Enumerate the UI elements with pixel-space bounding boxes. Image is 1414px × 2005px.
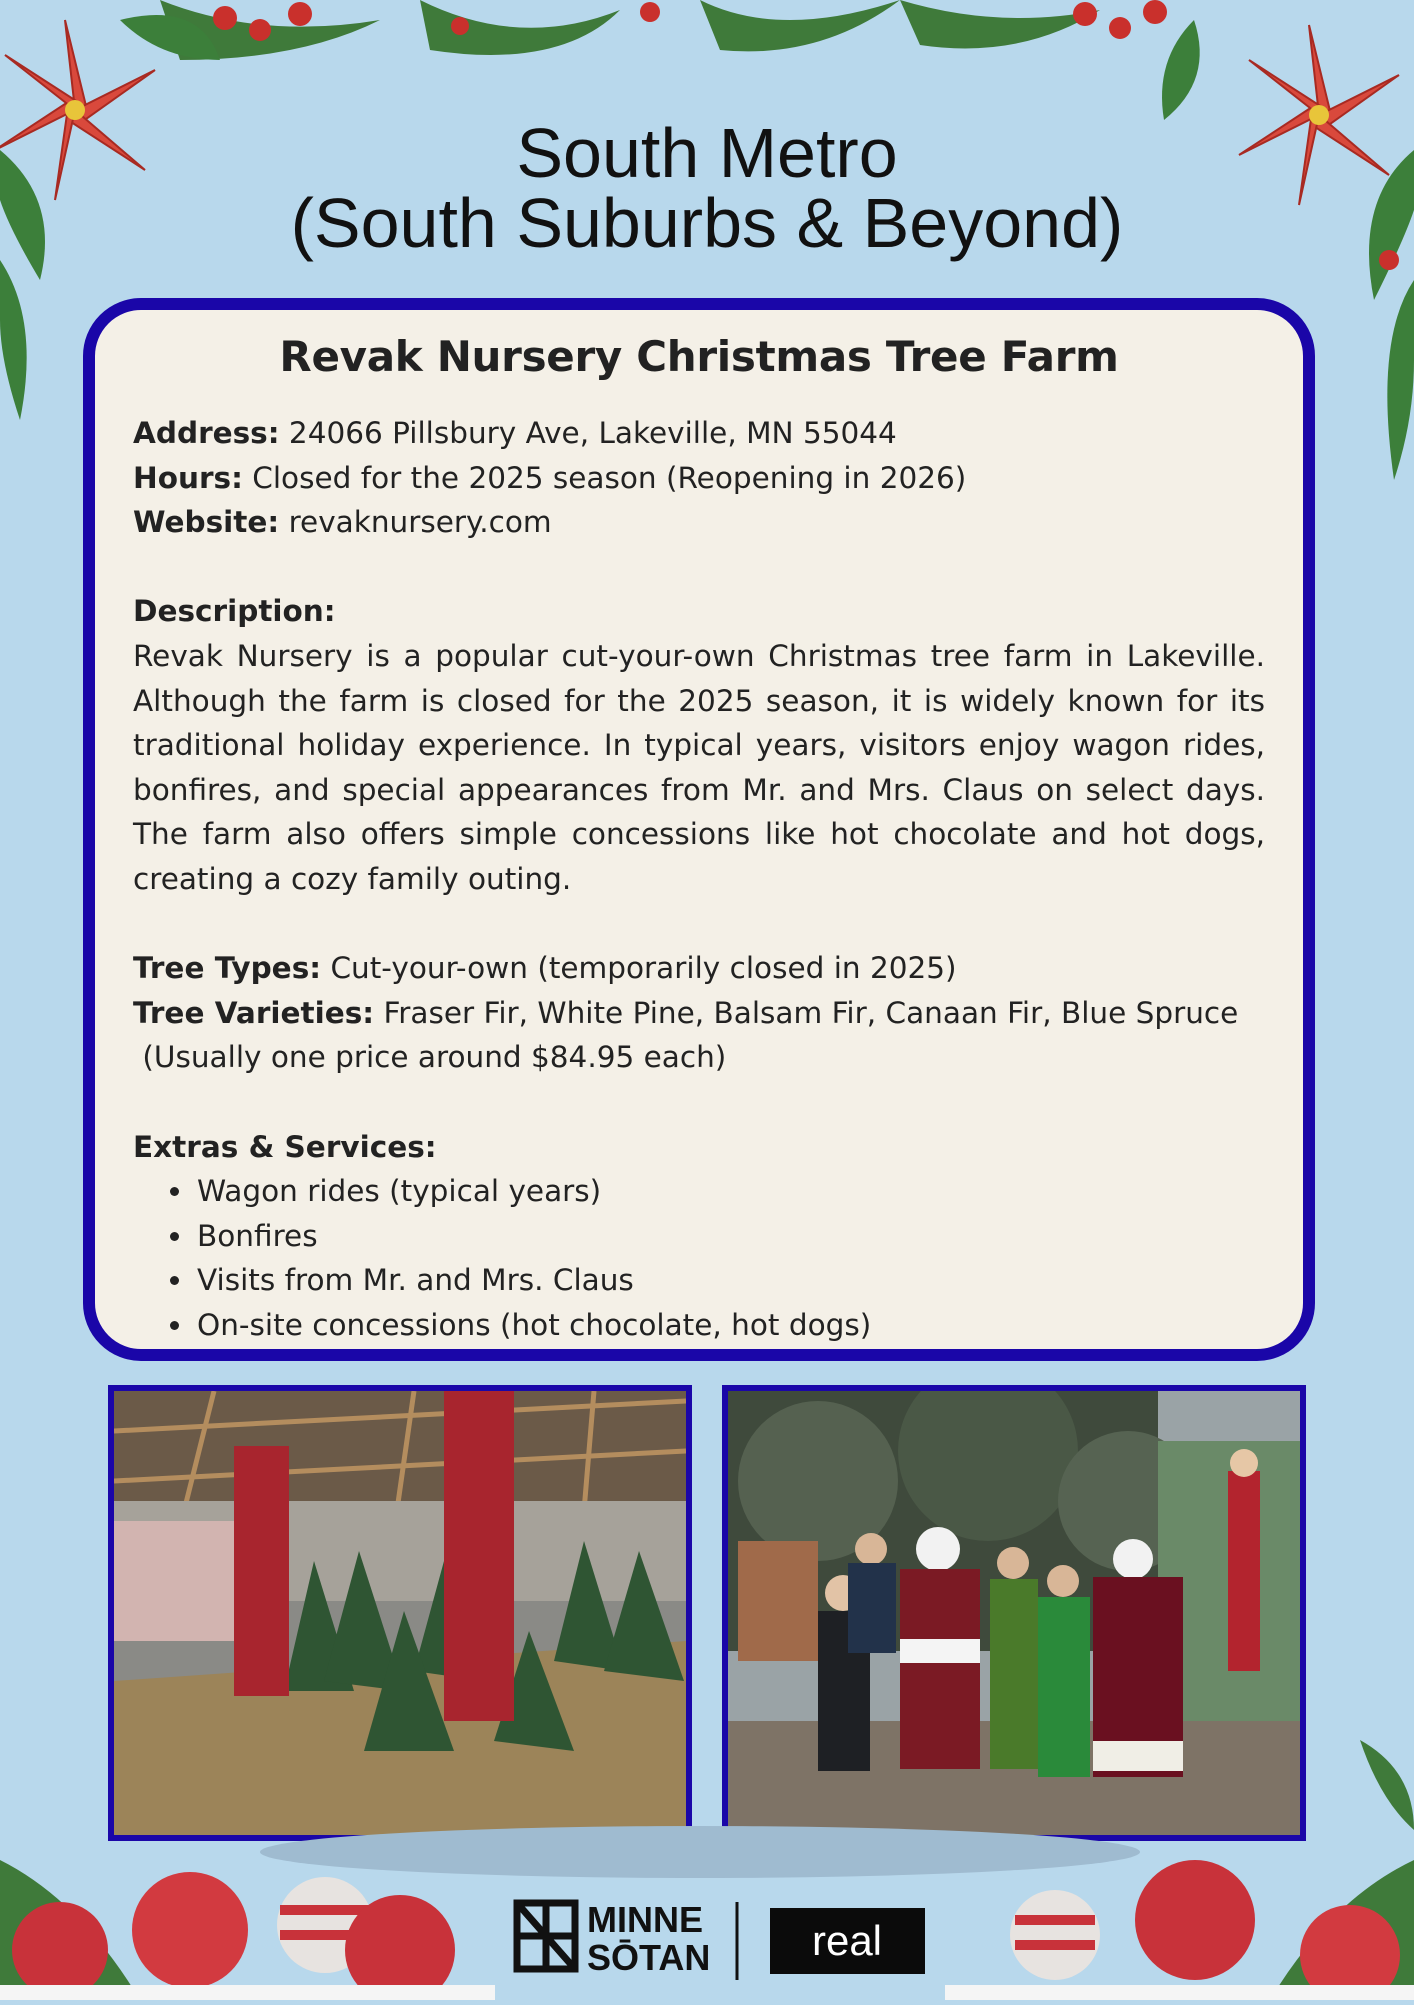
tree-barn-image: [114, 1391, 686, 1835]
listing-details: [133, 411, 1265, 1347]
description-text: Revak Nursery is a popular cut-your-own Christmas tree farm in Lakeville. Although the farm is closed for the 2025 season, it is widely known for its traditional holiday experience. In typical years, visitors enjoy wagon rides, bonfires, and special appearances from Mr. and Mrs. Claus on select days. The farm also offers simple concessions like hot chocolate and hot dogs, creating a cozy family outing.: [133, 638, 1265, 896]
list-item: • Visits from Mr. and Mrs. Claus: [195, 1258, 1265, 1303]
svg-text:SŌTAN: SŌTAN: [587, 1937, 711, 1978]
minnesotan-logo: [495, 1880, 945, 2000]
hours-label: Hours:: [133, 460, 243, 495]
page-title-line1: South Metro: [516, 114, 898, 192]
website-line: [133, 500, 1265, 545]
tree-types-value: Cut-your-own (temporarily closed in 2025): [321, 951, 957, 986]
tree-varieties-value: Fraser Fir, White Pine, Balsam Fir, Canaan Fir, Blue Spruce: [374, 995, 1239, 1030]
address-label: Address:: [133, 416, 280, 450]
hours-line: [133, 456, 1265, 501]
website-link[interactable]: revaknursery.com: [279, 505, 552, 540]
extras-label: Extras & Services:: [133, 1129, 437, 1164]
listing-card: [83, 298, 1315, 1361]
listing-name: Revak Nursery Christmas Tree Farm: [279, 332, 1119, 381]
tree-varieties-line: [133, 991, 1265, 1036]
tree-types-label: Tree Types:: [133, 951, 322, 986]
hours-value: Closed for the 2025 season (Reopening in 2026): [242, 460, 967, 495]
address-line: [133, 411, 1265, 456]
page-title: [0, 114, 1414, 262]
page-title-line2: (South Suburbs & Beyond): [290, 184, 1124, 262]
address-value: 24066 Pillsbury Ave, Lakeville, MN 55044: [279, 416, 897, 450]
brand-logos: [495, 1880, 945, 2000]
top-garland-decoration: [0, 0, 1414, 130]
santa-group-image: [728, 1391, 1300, 1835]
list-item: • Bonfires: [195, 1214, 1265, 1259]
santa-group-photo: [722, 1385, 1306, 1841]
list-item: • Wagon rides (typical years): [195, 1169, 1265, 1214]
tree-types-line: [133, 946, 1265, 991]
tree-barn-photo: [108, 1385, 692, 1841]
price-note: (Usually one price around $84.95 each): [133, 1040, 727, 1075]
description-label: Description:: [133, 594, 336, 629]
website-label: Website:: [133, 505, 280, 540]
list-item: • On-site concessions (hot chocolate, hot dogs): [195, 1303, 1265, 1348]
svg-text:real: real: [811, 1917, 883, 1964]
tree-varieties-label: Tree Varieties:: [133, 995, 375, 1030]
extras-list: [133, 1169, 1265, 1347]
svg-text:MINNE: MINNE: [587, 1899, 703, 1940]
